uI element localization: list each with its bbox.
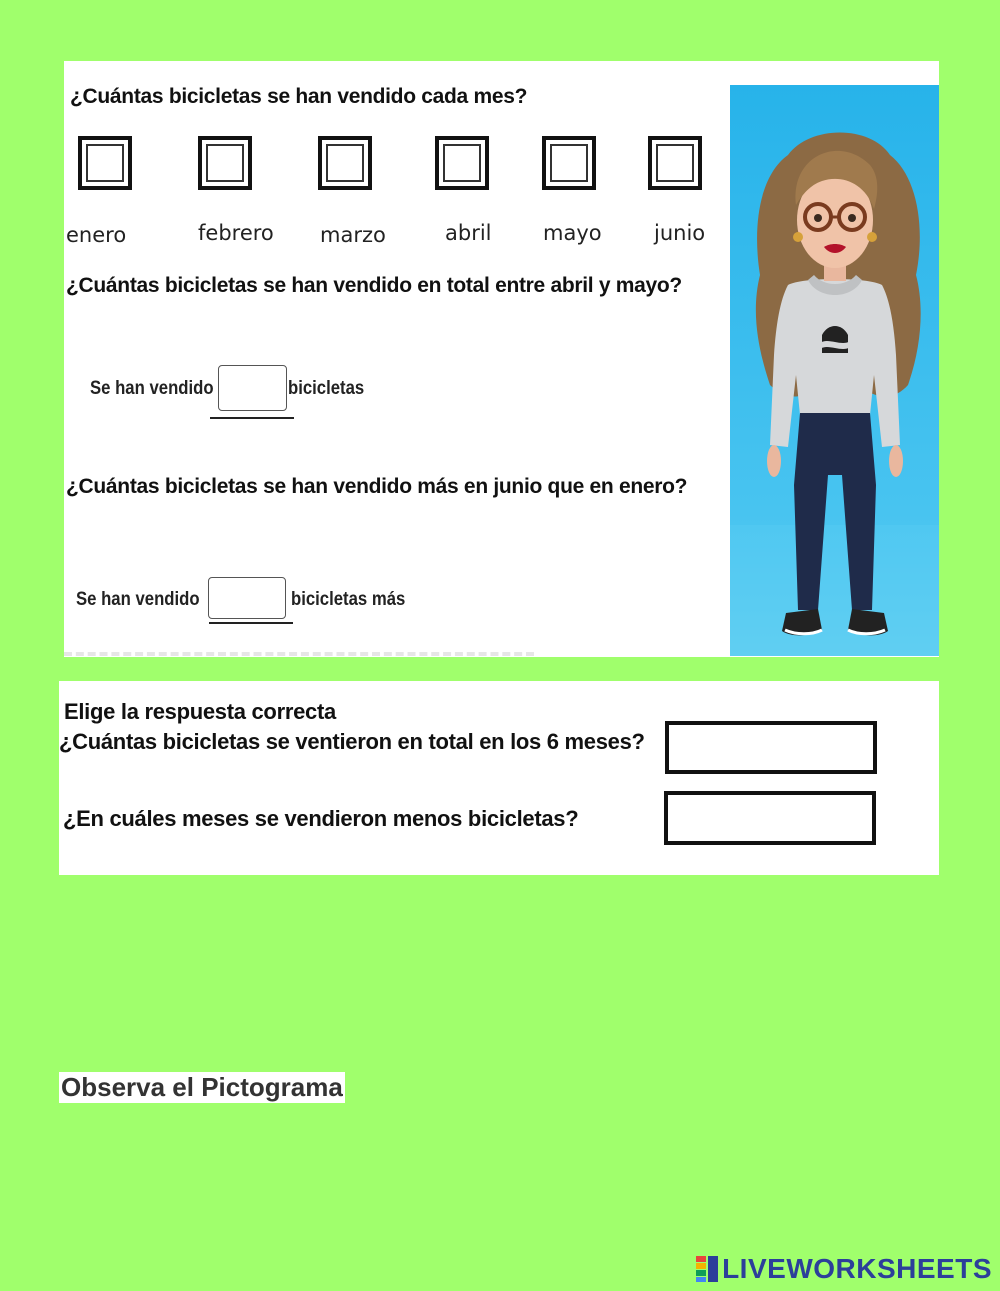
- month-label-febrero: febrero: [198, 221, 274, 245]
- avatar-illustration: [730, 85, 939, 656]
- avatar-panel: [730, 85, 939, 656]
- choose-answer-heading: Elige la respuesta correcta: [64, 699, 336, 724]
- brand-logo: [696, 1253, 992, 1285]
- answer-box-enero[interactable]: [78, 136, 132, 190]
- answer-box-febrero[interactable]: [198, 136, 252, 190]
- pictogram-title: Observa el Pictograma: [61, 1072, 343, 1102]
- answer-box-junio[interactable]: [648, 136, 702, 190]
- brand-name: LIVEWORKSHEETS: [722, 1253, 992, 1284]
- liveworksheets-logo-icon: [696, 1256, 718, 1282]
- question-lowest-months: ¿En cuáles meses se vendieron menos bicicletas?: [63, 806, 579, 831]
- month-label-marzo: marzo: [320, 223, 386, 247]
- multiple-choice-panel: [59, 681, 939, 875]
- answer-box-mayo[interactable]: [542, 136, 596, 190]
- sentence-prefix-difference: Se han vendido: [76, 589, 200, 610]
- sentence-suffix-difference: bicicletas más: [291, 589, 406, 610]
- question-june-vs-january: ¿Cuántas bicicletas se han vendido más en junio que en enero?: [66, 475, 688, 498]
- question-april-may-total: ¿Cuántas bicicletas se han vendido en total entre abril y mayo?: [66, 274, 682, 297]
- month-label-mayo: mayo: [543, 221, 602, 245]
- answer-input-june-january[interactable]: [208, 577, 286, 619]
- question-monthly-sales: ¿Cuántas bicicletas se han vendido cada mes?: [70, 85, 528, 108]
- answer-input-april-may[interactable]: [218, 365, 287, 411]
- month-label-enero: enero: [66, 223, 127, 247]
- month-label-abril: abril: [445, 221, 492, 245]
- dropdown-answer-total[interactable]: [665, 721, 877, 774]
- answer-box-abril[interactable]: [435, 136, 489, 190]
- question-six-month-total: ¿Cuántas bicicletas se ventieron en total en los 6 meses?: [59, 729, 645, 754]
- answer-box-marzo[interactable]: [318, 136, 372, 190]
- answer-underline: [209, 622, 293, 624]
- month-label-junio: junio: [654, 221, 706, 245]
- answer-underline: [210, 417, 294, 419]
- dashed-divider: [64, 652, 534, 656]
- sentence-suffix-total: bicicletas: [288, 378, 365, 399]
- sentence-prefix-total: Se han vendido: [90, 378, 214, 399]
- dropdown-answer-lowest[interactable]: [664, 791, 876, 845]
